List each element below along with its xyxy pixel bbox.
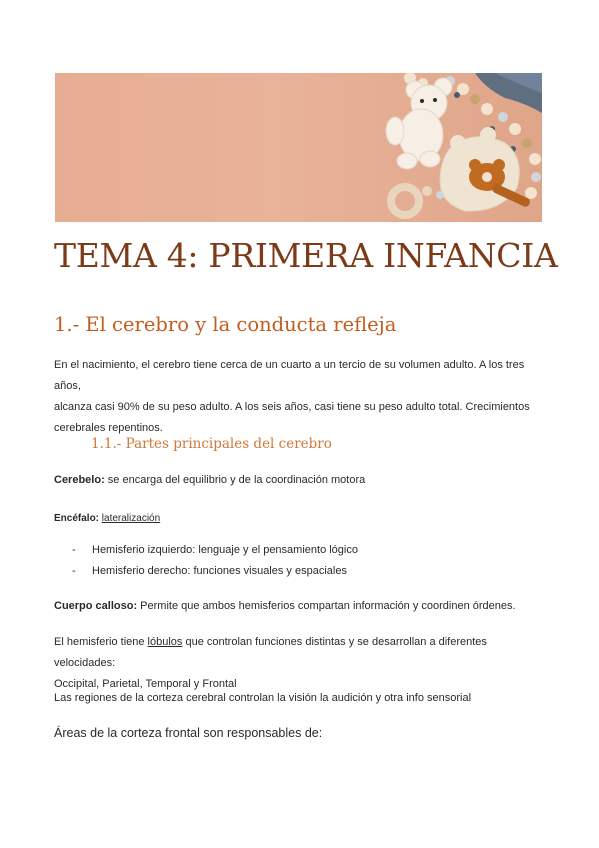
list-item xyxy=(72,544,358,556)
cerebelo-text: se encarga del equilibrio y de la coordinación motora xyxy=(104,474,366,486)
encefalo-term: Encéfalo: xyxy=(54,513,100,524)
lobulos-paragraph xyxy=(54,632,544,695)
lobulos-list: Occipital, Parietal, Temporal y Frontal xyxy=(54,678,237,690)
intro-line: En el nacimiento, el cerebro tiene cerca de un cuarto a un tercio de su volumen adulto. A los tres años, xyxy=(54,359,525,392)
list-item-text: Hemisferio izquierdo: lenguaje y el pensamiento lógico xyxy=(92,544,358,556)
bullet-marker: - xyxy=(72,544,76,556)
calloso-term: Cuerpo calloso: xyxy=(54,600,138,612)
lobulos-pre: El hemisferio tiene xyxy=(54,636,148,648)
list-item-text: Hemisferio derecho: funciones visuales y espaciales xyxy=(92,565,347,577)
regiones-paragraph: Las regiones de la corteza cerebral controlan la visión la audición y otra info sensorial xyxy=(54,692,472,704)
list-item xyxy=(72,565,347,577)
lobulos-line xyxy=(54,632,544,674)
bullet-marker: - xyxy=(72,565,76,577)
cerebelo-paragraph xyxy=(54,470,544,491)
intro-paragraph xyxy=(54,355,544,439)
lateralizacion-link: lateralización xyxy=(101,513,161,524)
page-title: TEMA 4: PRIMERA INFANCIA xyxy=(54,236,558,275)
header-image xyxy=(55,73,542,222)
cerebelo-term: Cerebelo: xyxy=(54,474,105,486)
calloso-paragraph xyxy=(54,596,544,617)
lobulos-post: que controlan funciones distintas y se desarrollan a diferentes velocidades: xyxy=(54,636,487,669)
subsection-heading: 1.1.- Partes principales del cerebro xyxy=(91,436,332,452)
intro-line: cerebrales repentinos. xyxy=(54,422,163,434)
areas-paragraph: Áreas de la corteza frontal son responsables de: xyxy=(54,726,323,740)
calloso-text: Permite que ambos hemisferios compartan información y coordinen órdenes. xyxy=(137,600,516,612)
baby-toys-illustration xyxy=(55,73,542,222)
intro-line: alcanza casi 90% de su peso adulto. A los seis años, casi tiene su peso adulto total. Crecimientos xyxy=(54,401,530,413)
section-heading: 1.- El cerebro y la conducta refleja xyxy=(54,313,397,336)
encefalo-paragraph xyxy=(54,508,544,529)
lobulos-link: lóbulos xyxy=(147,636,183,648)
